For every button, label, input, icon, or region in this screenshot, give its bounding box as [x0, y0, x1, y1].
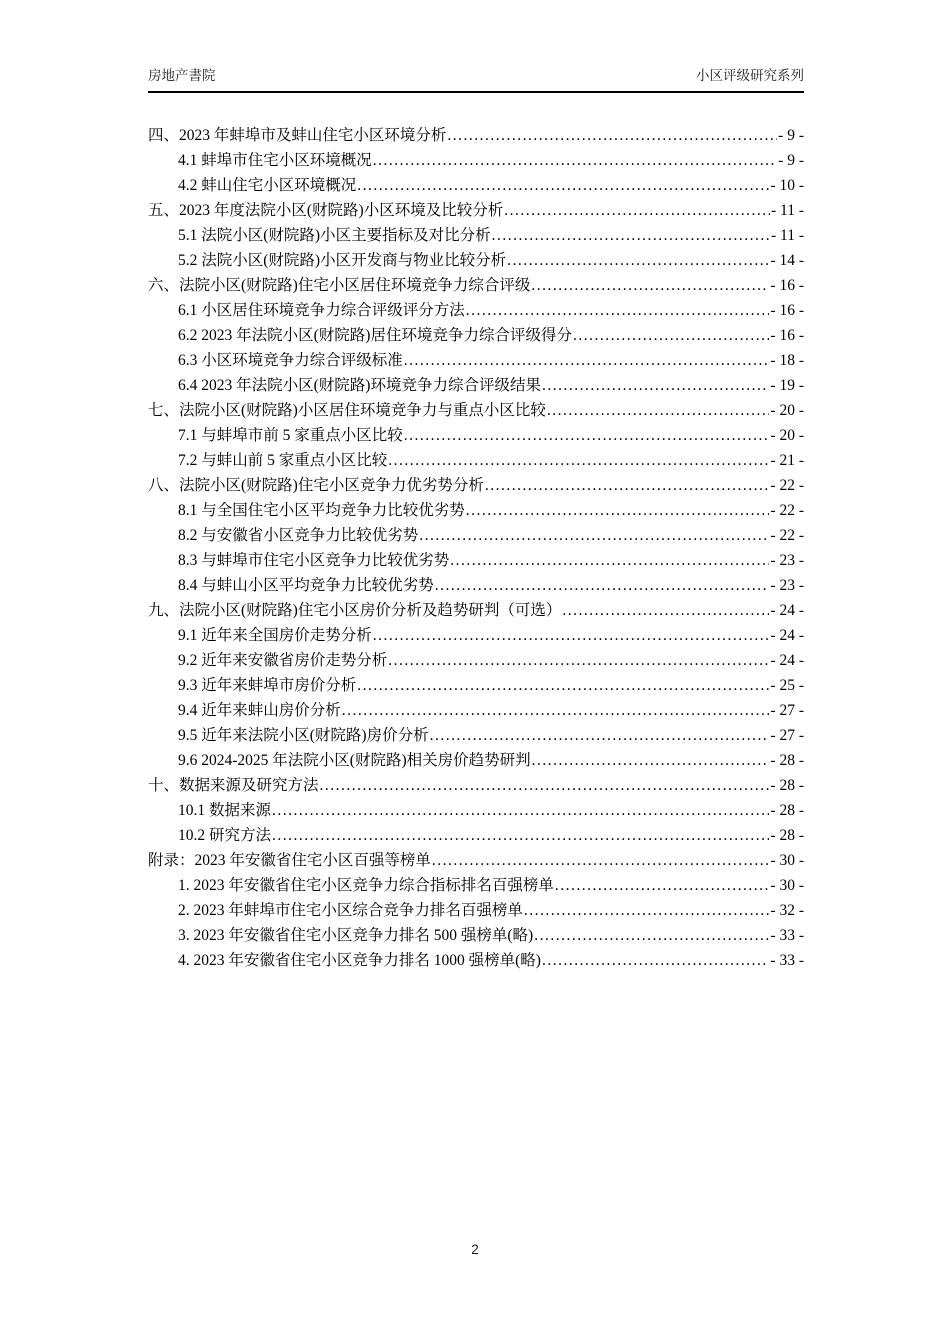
- dot-leader: [388, 448, 769, 473]
- toc-entry-title: 9.5 近年来法院小区(财院路)房价分析: [178, 727, 429, 744]
- toc-entry-page-number: - 19 -: [770, 377, 804, 394]
- toc-entry-title: 4.2 蚌山住宅小区环境概况: [178, 177, 357, 194]
- dot-leader: [531, 273, 769, 298]
- toc-entry-page-number: - 21 -: [770, 452, 804, 469]
- dot-leader: [373, 623, 770, 648]
- toc-entry-page-number: - 22 -: [770, 502, 804, 519]
- toc-entry-title: 6.3 小区环境竞争力综合评级标准: [178, 352, 403, 369]
- toc-entry-title: 7.1 与蚌埠市前 5 家重点小区比较: [178, 427, 403, 444]
- toc-entry-page-number: - 20 -: [770, 427, 804, 444]
- toc-entry-page-number: - 24 -: [770, 627, 804, 644]
- toc-entry: [148, 198, 804, 223]
- toc-entry-page-number: - 9 -: [778, 152, 804, 169]
- toc-entry: [148, 598, 804, 623]
- toc-entry-title: 四、2023 年蚌埠市及蚌山住宅小区环境分析: [148, 127, 447, 144]
- toc-entry-title: 9.1 近年来全国房价走势分析: [178, 627, 372, 644]
- dot-leader: [534, 923, 769, 948]
- toc-entry: [148, 898, 804, 923]
- toc-entry-title: 9.3 近年来蚌埠市房价分析: [178, 677, 357, 694]
- toc-entry-page-number: - 33 -: [770, 927, 804, 944]
- toc-entry-title: 10.1 数据来源: [178, 802, 272, 819]
- toc-entry-page-number: - 24 -: [770, 602, 804, 619]
- toc-entry-page-number: - 28 -: [770, 752, 804, 769]
- toc-entry-page-number: - 30 -: [770, 852, 804, 869]
- toc-entry: [148, 123, 804, 148]
- dot-leader: [430, 723, 770, 748]
- page-number: 2: [471, 1242, 479, 1257]
- dot-leader: [342, 698, 770, 723]
- dot-leader: [547, 398, 770, 423]
- toc-entry-title: 1. 2023 年安徽省住宅小区竞争力综合指标排名百强榜单: [178, 877, 554, 894]
- toc-entry-title: 十、数据来源及研究方法: [148, 777, 319, 794]
- dot-leader: [466, 498, 770, 523]
- toc-entry-page-number: - 14 -: [770, 252, 804, 269]
- toc-entry-title: 2. 2023 年蚌埠市住宅小区综合竞争力排名百强榜单: [178, 902, 523, 919]
- toc-entry-title: 六、法院小区(财院路)住宅小区居住环境竞争力综合评级: [148, 277, 531, 294]
- toc-entry-page-number: - 28 -: [770, 802, 804, 819]
- toc-entry-title: 8.1 与全国住宅小区平均竞争力比较优劣势: [178, 502, 465, 519]
- toc-entry: [148, 848, 804, 873]
- toc-entry-title: 4.1 蚌埠市住宅小区环境概况: [178, 152, 372, 169]
- toc-entry-page-number: - 22 -: [770, 527, 804, 544]
- toc-entry-title: 4. 2023 年安徽省住宅小区竞争力排名 1000 强榜单(略): [178, 952, 541, 969]
- toc-entry-page-number: - 11 -: [771, 227, 804, 244]
- toc-entry-page-number: - 25 -: [770, 677, 804, 694]
- toc-entry-title: 8.3 与蚌埠市住宅小区竞争力比较优劣势: [178, 552, 450, 569]
- toc-entry-title: 5.1 法院小区(财院路)小区主要指标及对比分析: [178, 227, 491, 244]
- toc-entry-page-number: - 27 -: [770, 702, 804, 719]
- toc-entry: [148, 273, 804, 298]
- dot-leader: [555, 873, 770, 898]
- page-header: [148, 64, 804, 93]
- toc-entry-title: 五、2023 年度法院小区(财院路)小区环境及比较分析: [148, 202, 504, 219]
- toc-entry-title: 9.6 2024-2025 年法院小区(财院路)相关房价趋势研判: [178, 752, 531, 769]
- toc-entry: [148, 373, 804, 398]
- toc-entry-page-number: - 27 -: [770, 727, 804, 744]
- dot-leader: [492, 223, 770, 248]
- dot-leader: [450, 548, 769, 573]
- toc-entry-title: 附录：2023 年安徽省住宅小区百强等榜单: [148, 852, 431, 869]
- toc-entry: [148, 823, 804, 848]
- toc-entry: [148, 623, 804, 648]
- toc-entry-page-number: - 23 -: [770, 577, 804, 594]
- dot-leader: [272, 798, 769, 823]
- dot-leader: [357, 673, 769, 698]
- toc-entry-title: 3. 2023 年安徽省住宅小区竞争力排名 500 强榜单(略): [178, 927, 534, 944]
- toc-entry-title: 9.2 近年来安徽省房价走势分析: [178, 652, 388, 669]
- dot-leader: [466, 298, 770, 323]
- toc-entry: [148, 723, 804, 748]
- toc-entry: [148, 473, 804, 498]
- dot-leader: [320, 773, 770, 798]
- toc-entry: [148, 323, 804, 348]
- toc-entry-page-number: - 11 -: [771, 202, 804, 219]
- toc-entry: [148, 248, 804, 273]
- toc-entry: [148, 698, 804, 723]
- toc-entry: [148, 348, 804, 373]
- dot-leader: [542, 948, 769, 973]
- dot-leader: [573, 323, 769, 348]
- dot-leader: [388, 648, 769, 673]
- toc-entry-title: 8.2 与安徽省小区竞争力比较优劣势: [178, 527, 419, 544]
- toc-entry-title: 七、法院小区(财院路)小区居住环境竞争力与重点小区比较: [148, 402, 546, 419]
- toc-entry-page-number: - 28 -: [770, 827, 804, 844]
- page-footer: [0, 1242, 950, 1257]
- dot-leader: [272, 823, 769, 848]
- toc-entry-title: 6.4 2023 年法院小区(财院路)环境竞争力综合评级结果: [178, 377, 541, 394]
- dot-leader: [404, 423, 770, 448]
- toc-entry: [148, 673, 804, 698]
- toc-entry-page-number: - 32 -: [770, 902, 804, 919]
- toc-entry: [148, 398, 804, 423]
- toc-entry: [148, 173, 804, 198]
- toc-entry-title: 10.2 研究方法: [178, 827, 272, 844]
- toc-entry-title: 八、法院小区(财院路)住宅小区竞争力优劣势分析: [148, 477, 484, 494]
- toc-entry-page-number: - 16 -: [770, 302, 804, 319]
- dot-leader: [542, 373, 769, 398]
- dot-leader: [524, 898, 770, 923]
- dot-leader: [507, 248, 769, 273]
- dot-leader: [532, 748, 770, 773]
- toc-entry: [148, 223, 804, 248]
- toc-entry: [148, 773, 804, 798]
- toc-entry: [148, 923, 804, 948]
- toc-entry: [148, 148, 804, 173]
- toc-entry-page-number: - 18 -: [770, 352, 804, 369]
- toc-entry: [148, 523, 804, 548]
- toc-entry-page-number: - 22 -: [770, 477, 804, 494]
- toc-entry: [148, 748, 804, 773]
- dot-leader: [485, 473, 770, 498]
- table-of-contents: [148, 123, 804, 973]
- toc-entry: [148, 798, 804, 823]
- toc-entry-title: 5.2 法院小区(财院路)小区开发商与物业比较分析: [178, 252, 507, 269]
- toc-entry-page-number: - 10 -: [770, 177, 804, 194]
- toc-entry: [148, 423, 804, 448]
- toc-entry: [148, 648, 804, 673]
- dot-leader: [504, 198, 770, 223]
- toc-entry-page-number: - 23 -: [770, 552, 804, 569]
- toc-entry-page-number: - 9 -: [778, 127, 804, 144]
- toc-entry-title: 6.1 小区居住环境竞争力综合评级评分方法: [178, 302, 465, 319]
- toc-entry-title: 7.2 与蚌山前 5 家重点小区比较: [178, 452, 388, 469]
- toc-entry: [148, 573, 804, 598]
- toc-entry-page-number: - 16 -: [770, 327, 804, 344]
- toc-entry: [148, 298, 804, 323]
- toc-entry-title: 九、法院小区(财院路)住宅小区房价分析及趋势研判（可选）: [148, 602, 562, 619]
- toc-entry: [148, 548, 804, 573]
- toc-entry: [148, 948, 804, 973]
- dot-leader: [447, 123, 777, 148]
- toc-entry-page-number: - 16 -: [770, 277, 804, 294]
- dot-leader: [435, 573, 770, 598]
- dot-leader: [562, 598, 769, 623]
- header-left-title: 房地产書院: [148, 68, 216, 83]
- toc-entry-title: 9.4 近年来蚌山房价分析: [178, 702, 341, 719]
- toc-entry: [148, 498, 804, 523]
- header-right-title: 小区评级研究系列: [696, 68, 804, 83]
- toc-entry-title: 6.2 2023 年法院小区(财院路)居住环境竞争力综合评级得分: [178, 327, 572, 344]
- dot-leader: [357, 173, 769, 198]
- toc-entry: [148, 873, 804, 898]
- dot-leader: [404, 348, 770, 373]
- toc-entry-page-number: - 24 -: [770, 652, 804, 669]
- toc-entry-page-number: - 28 -: [770, 777, 804, 794]
- dot-leader: [373, 148, 777, 173]
- dot-leader: [419, 523, 769, 548]
- toc-entry-title: 8.4 与蚌山小区平均竞争力比较优劣势: [178, 577, 434, 594]
- dot-leader: [432, 848, 770, 873]
- toc-entry: [148, 448, 804, 473]
- toc-entry-page-number: - 30 -: [770, 877, 804, 894]
- toc-entry-page-number: - 20 -: [770, 402, 804, 419]
- toc-entry-page-number: - 33 -: [770, 952, 804, 969]
